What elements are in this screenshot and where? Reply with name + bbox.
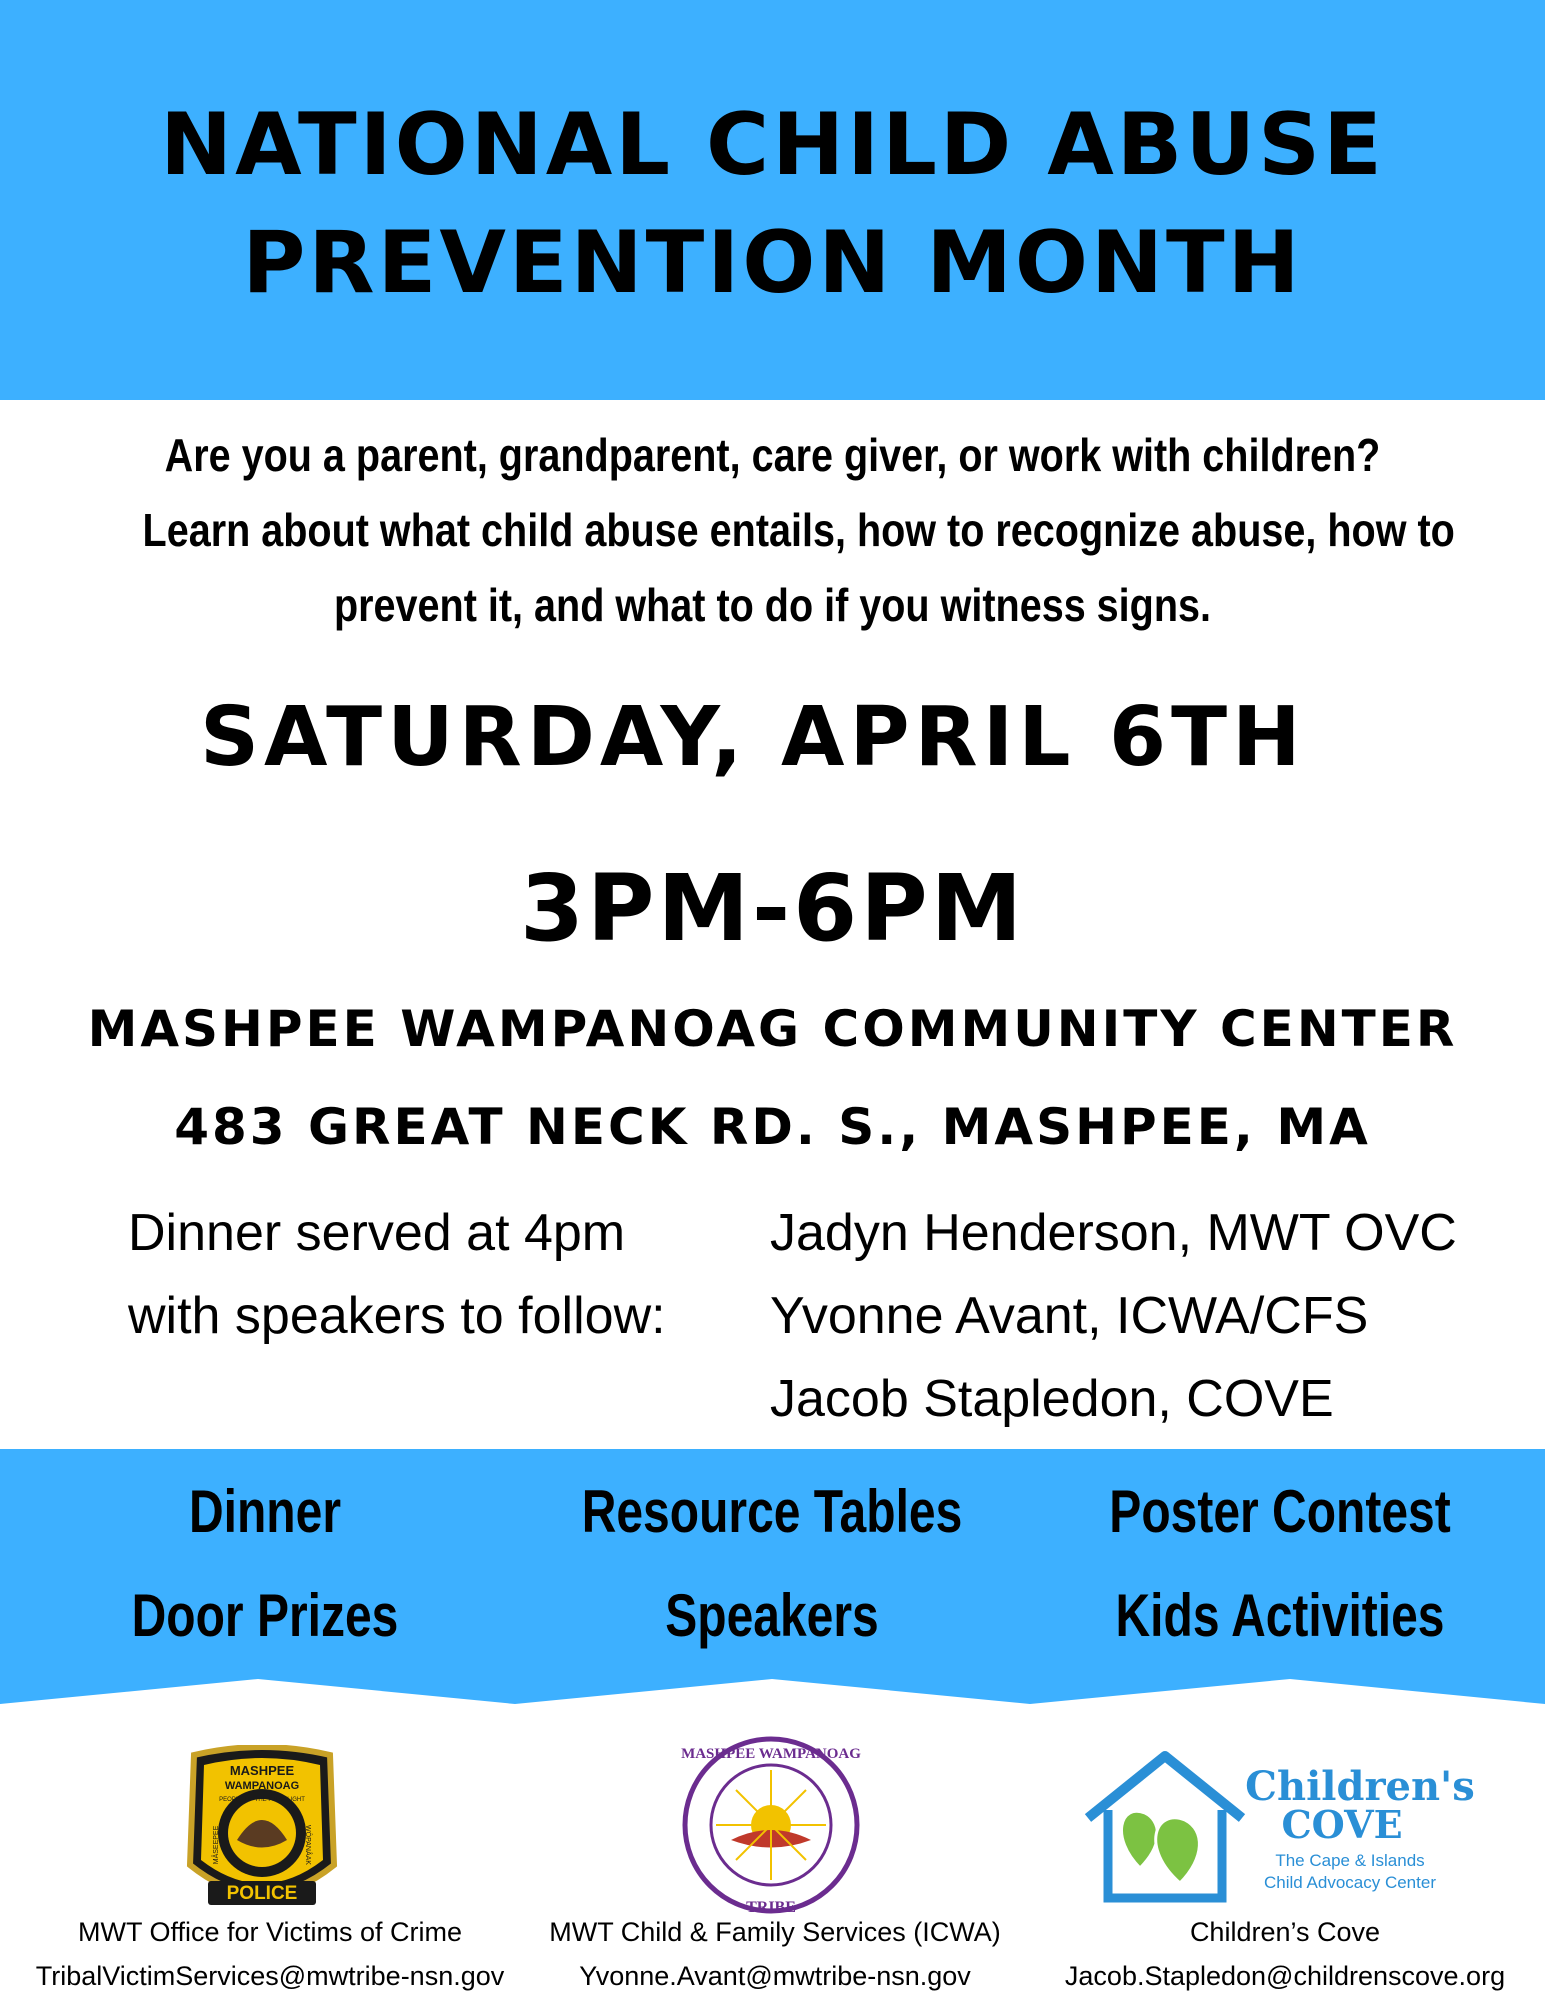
contact-org: MWT Office for Victims of Crime [77, 1917, 463, 1947]
dinner-note [128, 1192, 666, 1358]
tribe-seal-bottom-text: TRIBE [746, 1899, 796, 1916]
speaker-list [770, 1192, 1457, 1441]
dinner-line-1: Dinner served at 4pm [128, 1204, 626, 1262]
police-badge-logo [182, 1745, 342, 1920]
title-line-1: NATIONAL CHILD ABUSE [160, 95, 1385, 195]
contact-icwa [530, 1910, 1020, 1998]
activities-column-1 [55, 1460, 475, 1668]
contact-email: TribalVictimServices@mwtribe-nsn.gov [35, 1961, 505, 1991]
contact-email: Jacob.Stapledon@childrenscove.org [1064, 1961, 1506, 1991]
contact-org: Children’s Cove [1189, 1917, 1381, 1947]
intro-line-3: prevent it, and what to do if you witness signs. [333, 579, 1212, 631]
contact-email: Yvonne.Avant@mwtribe-nsn.gov [579, 1961, 971, 1991]
police-badge-label: POLICE [226, 1883, 298, 1904]
speaker-item: Yvonne Avant, ICWA/CFS [770, 1287, 1369, 1345]
speaker-item: Jadyn Henderson, MWT OVC [770, 1204, 1457, 1262]
police-badge-motto: PEOPLE OF THE FIRST LIGHT [219, 1797, 305, 1803]
event-time: 3PM-6PM [520, 855, 1026, 962]
activities-column-2 [522, 1460, 1022, 1668]
contact-ovc [20, 1910, 520, 1998]
tribe-seal-top-text: MASHPEE WAMPANOAG [681, 1746, 861, 1762]
childrens-cove-logo [1080, 1748, 1480, 1908]
page-title [0, 86, 1545, 322]
cove-name-line-2: COVE [1281, 1802, 1403, 1847]
contact-cove [1040, 1910, 1530, 1998]
police-badge-sub-text: WAMPANOAG [224, 1780, 300, 1792]
intro-line-1: Are you a parent, grandparent, care giver, or work with children? [164, 429, 1381, 481]
activity-item: Poster Contest [1109, 1478, 1451, 1545]
activity-item: Door Prizes [131, 1582, 399, 1649]
intro-line-2: Learn about what child abuse entails, how to recognize abuse, how to [142, 504, 1455, 556]
event-venue: MASHPEE WAMPANOAG COMMUNITY CENTER [87, 1000, 1458, 1058]
event-address: 483 GREAT NECK RD. S., MASHPEE, MA [174, 1098, 1371, 1156]
activity-item: Resource Tables [581, 1478, 963, 1545]
activity-item: Speakers [665, 1582, 879, 1649]
activity-item: Dinner [188, 1478, 342, 1545]
event-date: SATURDAY, APRIL 6TH [200, 690, 1306, 785]
police-badge-side-right: WÔPANÂAK [304, 1825, 311, 1865]
activities-list [0, 1460, 1545, 1680]
police-badge-side-left: MÂSEEPEE [213, 1825, 220, 1865]
activity-item: Kids Activities [1115, 1582, 1445, 1649]
dinner-line-2: with speakers to follow: [128, 1287, 666, 1345]
activities-column-3 [1060, 1460, 1500, 1668]
cove-name-line-1: Children's [1245, 1763, 1475, 1810]
tribe-seal-logo [676, 1730, 866, 1920]
contact-org: MWT Child & Family Services (ICWA) [549, 1917, 1001, 1947]
intro-text [142, 418, 1455, 643]
police-badge-top-text: MASHPEE [229, 1763, 295, 1778]
cove-tagline-2: Child Advocacy Center [1264, 1873, 1436, 1892]
title-line-2: PREVENTION MONTH [242, 213, 1303, 313]
speaker-item: Jacob Stapledon, COVE [770, 1370, 1334, 1428]
cove-tagline-1: The Cape & Islands [1275, 1851, 1425, 1870]
